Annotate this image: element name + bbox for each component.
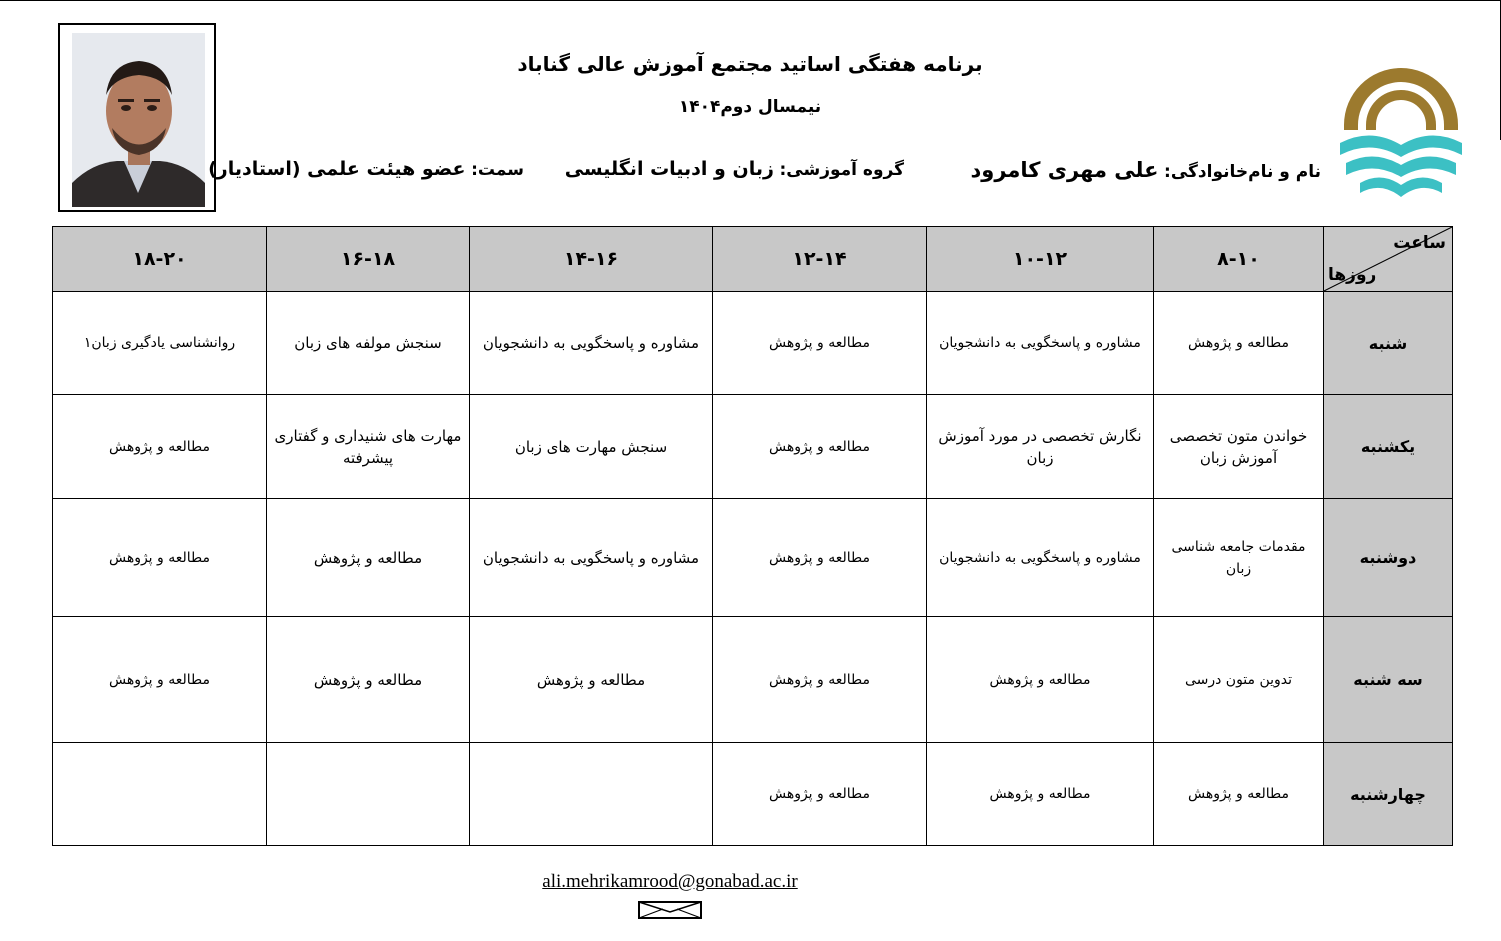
group-label: گروه آموزشی: [779, 160, 904, 180]
portrait-image [72, 33, 205, 207]
email-link[interactable]: ali.mehrikamrood@gonabad.ac.ir [542, 871, 798, 892]
profile-photo-frame [58, 23, 216, 212]
schedule-cell: مشاوره و پاسخگویی به دانشجویان [470, 292, 713, 395]
schedule-cell: تدوین متون درسی [1154, 617, 1324, 743]
time-slot-header: ۱۰-۱۲ [927, 227, 1154, 292]
schedule-cell: مشاوره و پاسخگویی به دانشجویان [927, 292, 1154, 395]
time-slot-header: ۱۴-۱۶ [470, 227, 713, 292]
time-slot-header: ۱۸-۲۰ [53, 227, 267, 292]
envelope-icon [638, 901, 702, 919]
time-slot-header: ۱۶-۱۸ [267, 227, 470, 292]
schedule-cell: مطالعه و پژوهش [53, 499, 267, 617]
schedule-cell: مقدمات جامعه شناسی زبان [1154, 499, 1324, 617]
group-info [565, 158, 904, 180]
schedule-cell: مطالعه و پژوهش [713, 617, 927, 743]
day-label: شنبه [1324, 292, 1453, 395]
schedule-cell [267, 743, 470, 846]
table-row [53, 395, 1453, 499]
page-title: برنامه هفتگی اساتید مجتمع آموزش عالی گناباد [517, 52, 983, 76]
schedule-table [52, 226, 1453, 846]
schedule-cell: مطالعه و پژوهش [470, 617, 713, 743]
schedule-cell: مطالعه و پژوهش [1154, 743, 1324, 846]
profile-photo [72, 33, 205, 207]
corner-hours-label: ساعت [1393, 233, 1446, 253]
schedule-cell: مطالعه و پژوهش [53, 617, 267, 743]
day-label: دوشنبه [1324, 499, 1453, 617]
time-slot-header: ۱۲-۱۴ [713, 227, 927, 292]
semester-label: نیمسال دوم۱۴۰۴ [678, 97, 822, 117]
schedule-cell: سنجش مولفه های زبان [267, 292, 470, 395]
schedule-cell: مهارت های شنیداری و گفتاری پیشرفته [267, 395, 470, 499]
header-row [53, 227, 1453, 292]
position-label: سمت: [471, 160, 524, 180]
name-value: علی مهری کامرود [970, 158, 1159, 182]
schedule-cell: مطالعه و پژوهش [53, 395, 267, 499]
table-row [53, 292, 1453, 395]
schedule-cell: مشاوره و پاسخگویی به دانشجویان [470, 499, 713, 617]
schedule-cell: روانشناسی یادگیری زبان۱ [53, 292, 267, 395]
schedule-cell: مشاوره و پاسخگویی به دانشجویان [927, 499, 1154, 617]
schedule-cell: نگارش تخصصی در مورد آموزش زبان [927, 395, 1154, 499]
schedule-cell: مطالعه و پژوهش [713, 292, 927, 395]
schedule-cell: مطالعه و پژوهش [713, 395, 927, 499]
corner-cell [1324, 227, 1453, 292]
schedule-cell [53, 743, 267, 846]
group-value: زبان و ادبیات انگلیسی [564, 158, 774, 180]
day-label: یکشنبه [1324, 395, 1453, 499]
name-info [970, 158, 1321, 182]
schedule-cell [470, 743, 713, 846]
schedule-cell: مطالعه و پژوهش [267, 499, 470, 617]
schedule-cell: مطالعه و پژوهش [713, 499, 927, 617]
time-slot-header: ۸-۱۰ [1154, 227, 1324, 292]
day-label: چهارشنبه [1324, 743, 1453, 846]
position-info [208, 158, 524, 180]
schedule-cell: مطالعه و پژوهش [267, 617, 470, 743]
table-row [53, 499, 1453, 617]
university-logo [1336, 55, 1466, 205]
table-row [53, 617, 1453, 743]
schedule-cell: مطالعه و پژوهش [927, 617, 1154, 743]
schedule-cell: سنجش مهارت های زبان [470, 395, 713, 499]
schedule-cell: مطالعه و پژوهش [713, 743, 927, 846]
schedule-cell: مطالعه و پژوهش [1154, 292, 1324, 395]
schedule-cell: مطالعه و پژوهش [927, 743, 1154, 846]
day-label: سه شنبه [1324, 617, 1453, 743]
name-label: نام و نام‌خانوادگی: [1164, 162, 1321, 182]
schedule-cell: خواندن متون تخصصی آموزش زبان [1154, 395, 1324, 499]
table-row [53, 743, 1453, 846]
top-border-line [0, 0, 1501, 1]
position-value: عضو هیئت علمی (استادیار) [208, 158, 466, 180]
corner-days-label: روزها [1328, 265, 1377, 285]
